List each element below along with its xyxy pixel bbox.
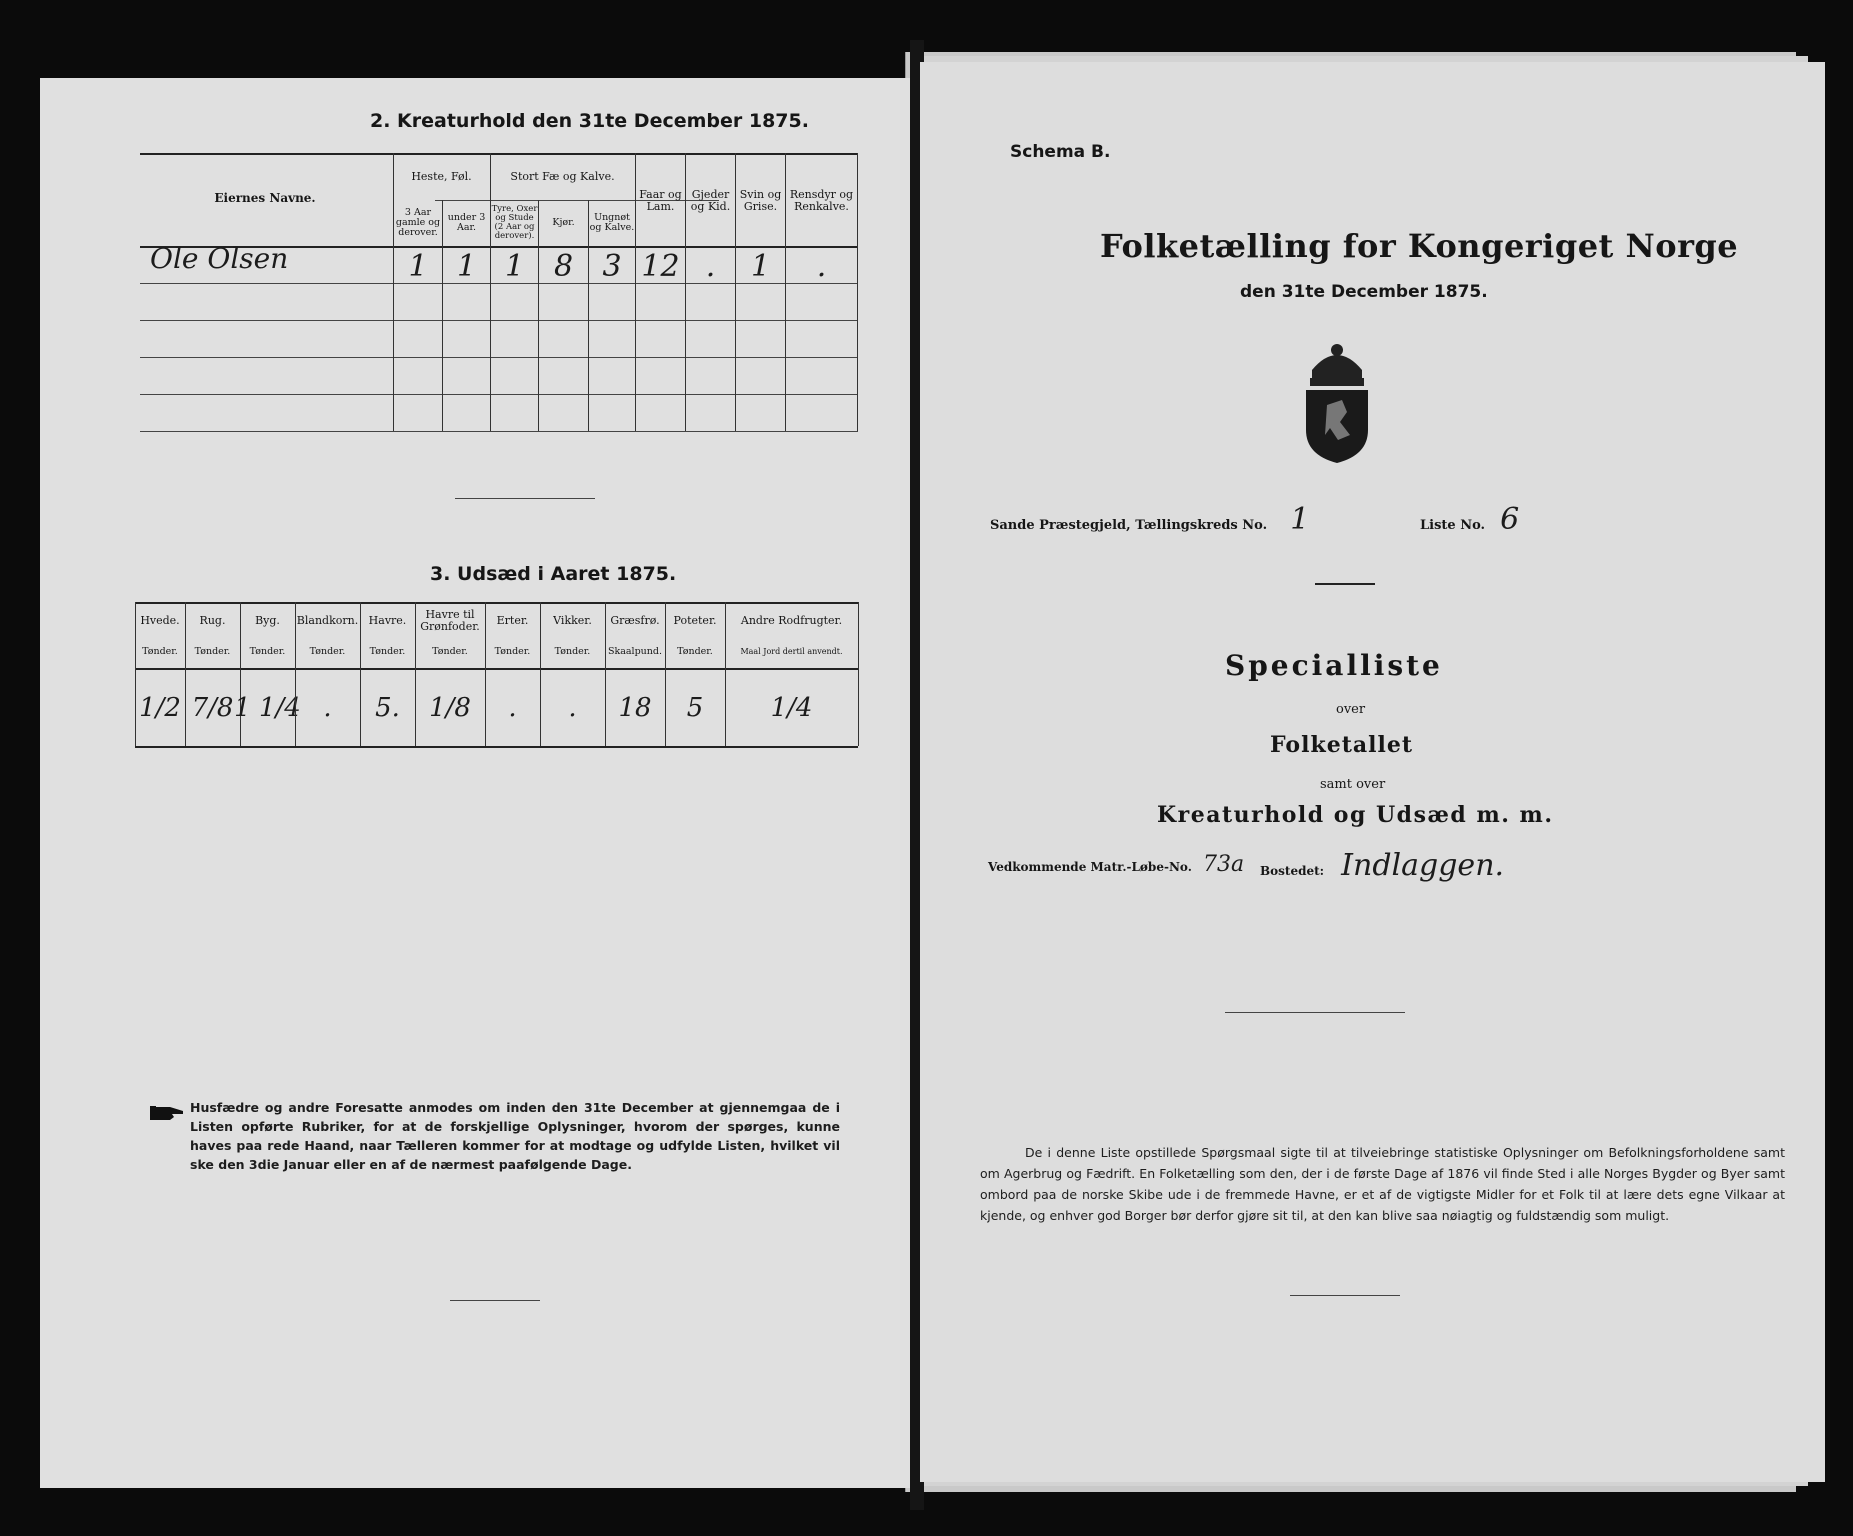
seed-col-unit: Tønder. <box>432 645 468 657</box>
col-header: Kjør. <box>552 217 575 228</box>
seed-col-header: Hvede. <box>140 614 180 627</box>
col-divider <box>857 153 858 431</box>
livestock-value: . <box>816 248 827 284</box>
seed-col-unit: Tønder. <box>369 645 406 657</box>
pointing-hand-icon <box>150 1103 184 1123</box>
schema-label: Schema B. <box>1010 142 1111 162</box>
table-rule <box>140 394 858 395</box>
livestock-title: 2. Kreaturhold den 31te December 1875. <box>370 110 809 132</box>
col-header: Faar og Lam. <box>639 188 682 213</box>
list-number: 6 <box>1500 502 1520 537</box>
livestock-value: 1 <box>750 248 771 284</box>
table-rule <box>140 431 858 432</box>
district-prefix: Sande Præstegjeld, Tællingskreds No. <box>990 518 1268 533</box>
seed-col-header: Havre. <box>368 614 407 627</box>
table-rule <box>135 602 858 604</box>
seed-col-header: Vikker. <box>553 614 592 627</box>
intro-text: De i denne Liste opstillede Spørgsmaal sigte til at tilveiebringe statistiske Oplysninger om Befolkningsforholdene samt om Agerbrug og Fædrift. En Folketælling som den, der i de første Dage af 1876 vil finde Sted i alle Norges Bygder og Byer samt ombord paa de norske Skibe ude i de fremmede Havne, er et af de vigtigste Midler for et Folk til at lære dets egne Vilkaar at kjende, og enhver god Borger bør derfor gjøre sit til, at den kan blive saa nøiagtig og fuldstændig som muligt. <box>980 1145 1785 1223</box>
census-subtitle: den 31te December 1875. <box>1240 282 1488 302</box>
separator-rule <box>1315 583 1375 585</box>
right-page <box>920 62 1825 1482</box>
seed-value: 1/2 <box>139 693 181 723</box>
seed-value: 18 <box>618 693 652 723</box>
livestock-value: 1 <box>504 248 525 284</box>
seed-col-unit: Tønder. <box>494 645 531 657</box>
separator-rule <box>450 1300 540 1301</box>
livestock-value: 8 <box>553 248 574 284</box>
seed-col-unit: Tønder. <box>194 645 231 657</box>
table-rule <box>135 668 858 670</box>
seed-col-unit: Tønder. <box>142 645 178 657</box>
col-header: Tyre, Oxer og Stude (2 Aar og derover). <box>491 204 538 241</box>
bosted-line <box>1260 848 1504 883</box>
district-line <box>990 502 1309 537</box>
seed-col-unit: Skaalpund. <box>607 645 663 657</box>
bosted-label: Bostedet: <box>1260 864 1325 878</box>
col-header: under 3 Aar. <box>447 212 486 233</box>
livestock-value: 12 <box>641 248 680 284</box>
seed-value: . <box>568 693 577 723</box>
seed-col-header: Byg. <box>255 614 280 627</box>
seed-col-unit: Tønder. <box>554 645 591 657</box>
seed-title: 3. Udsæd i Aaret 1875. <box>430 563 677 585</box>
owner-name-header: Eiernes Navne. <box>214 191 316 205</box>
seed-col-unit: Maal Jord dertil anvendt. <box>740 646 843 656</box>
col-header: Gjeder og Kid. <box>690 188 731 213</box>
list-prefix: Liste No. <box>1420 518 1486 533</box>
horses-group-header: Heste, Føl. <box>411 170 472 183</box>
left-page <box>40 78 920 1488</box>
livestock-value: 3 <box>602 248 622 284</box>
coat-of-arms-icon <box>1292 340 1382 465</box>
separator-rule <box>1290 1295 1400 1296</box>
seed-col-header: Andre Rodfrugter. <box>740 614 843 627</box>
table-rule <box>140 153 858 155</box>
samt-over-label: samt over <box>1320 777 1386 792</box>
cattle-group-header: Stort Fæ og Kalve. <box>510 170 615 183</box>
col-divider <box>858 602 859 746</box>
seed-value: 5 <box>686 693 704 723</box>
col-header: Rensdyr og Renkalve. <box>789 188 854 213</box>
seed-value: 7/8 <box>191 693 234 723</box>
seed-col-unit: Tønder. <box>677 645 713 657</box>
owner-name: Ole Olsen <box>150 242 289 275</box>
notice-text: Husfædre og andre Foresatte anmodes om inden den 31te December at gjennemgaa de i Listen opførte Rubriker, for at de forskjellige Oplysninger, hvorom der spørges, kunne haves paa rede Haand, naar Tælleren kommer for at modtage og udfylde Listen, hvilket vil ske den 3die Januar eller en af de nærmest paafølgende Dage. <box>190 1100 840 1172</box>
seed-col-header: Græsfrø. <box>610 614 660 627</box>
seed-value: . <box>323 693 332 723</box>
seed-col-header: Blandkorn. <box>296 614 359 627</box>
list-line <box>1420 502 1519 537</box>
table-rule <box>140 357 858 358</box>
kreatur-title: Kreaturhold og Udsæd m. m. <box>1157 802 1554 828</box>
table-rule <box>140 320 858 321</box>
seed-value: 1/4 <box>770 693 813 723</box>
seed-col-unit: Tønder. <box>309 645 346 657</box>
livestock-value: 1 <box>408 248 428 284</box>
seed-value: 1/8 <box>429 693 471 723</box>
matr-line <box>988 852 1244 877</box>
district-number: 1 <box>1290 502 1310 537</box>
livestock-value: 1 <box>456 248 477 284</box>
folketallet-label: Folketallet <box>1270 732 1413 758</box>
table-rule <box>135 746 858 748</box>
livestock-value: . <box>705 248 716 284</box>
separator-rule <box>1225 1012 1405 1013</box>
seed-col-header: Poteter. <box>673 614 717 627</box>
special-title: Specialliste <box>1225 649 1443 682</box>
col-header: 3 Aar gamle og derover. <box>395 207 441 238</box>
col-header: Svin og Grise. <box>739 188 782 213</box>
seed-value: . <box>508 693 517 723</box>
matr-label: Vedkommende Matr.-Løbe-No. <box>988 860 1192 874</box>
over-label: over <box>1336 702 1366 717</box>
bosted-value: Indlaggen. <box>1341 848 1505 883</box>
seed-col-header: Rug. <box>199 614 226 627</box>
col-header: Ungnøt og Kalve. <box>589 212 635 233</box>
seed-col-unit: Tønder. <box>249 645 286 657</box>
seed-col-header: Havre til Grønfoder. <box>420 608 480 633</box>
census-title: Folketælling for Kongeriget Norge <box>1100 227 1739 265</box>
seed-col-header: Erter. <box>496 614 529 627</box>
matr-value: 73a <box>1202 852 1245 877</box>
separator-rule <box>455 498 595 499</box>
seed-value: 1 1/4 <box>234 693 301 723</box>
seed-value: 5. <box>375 693 400 723</box>
